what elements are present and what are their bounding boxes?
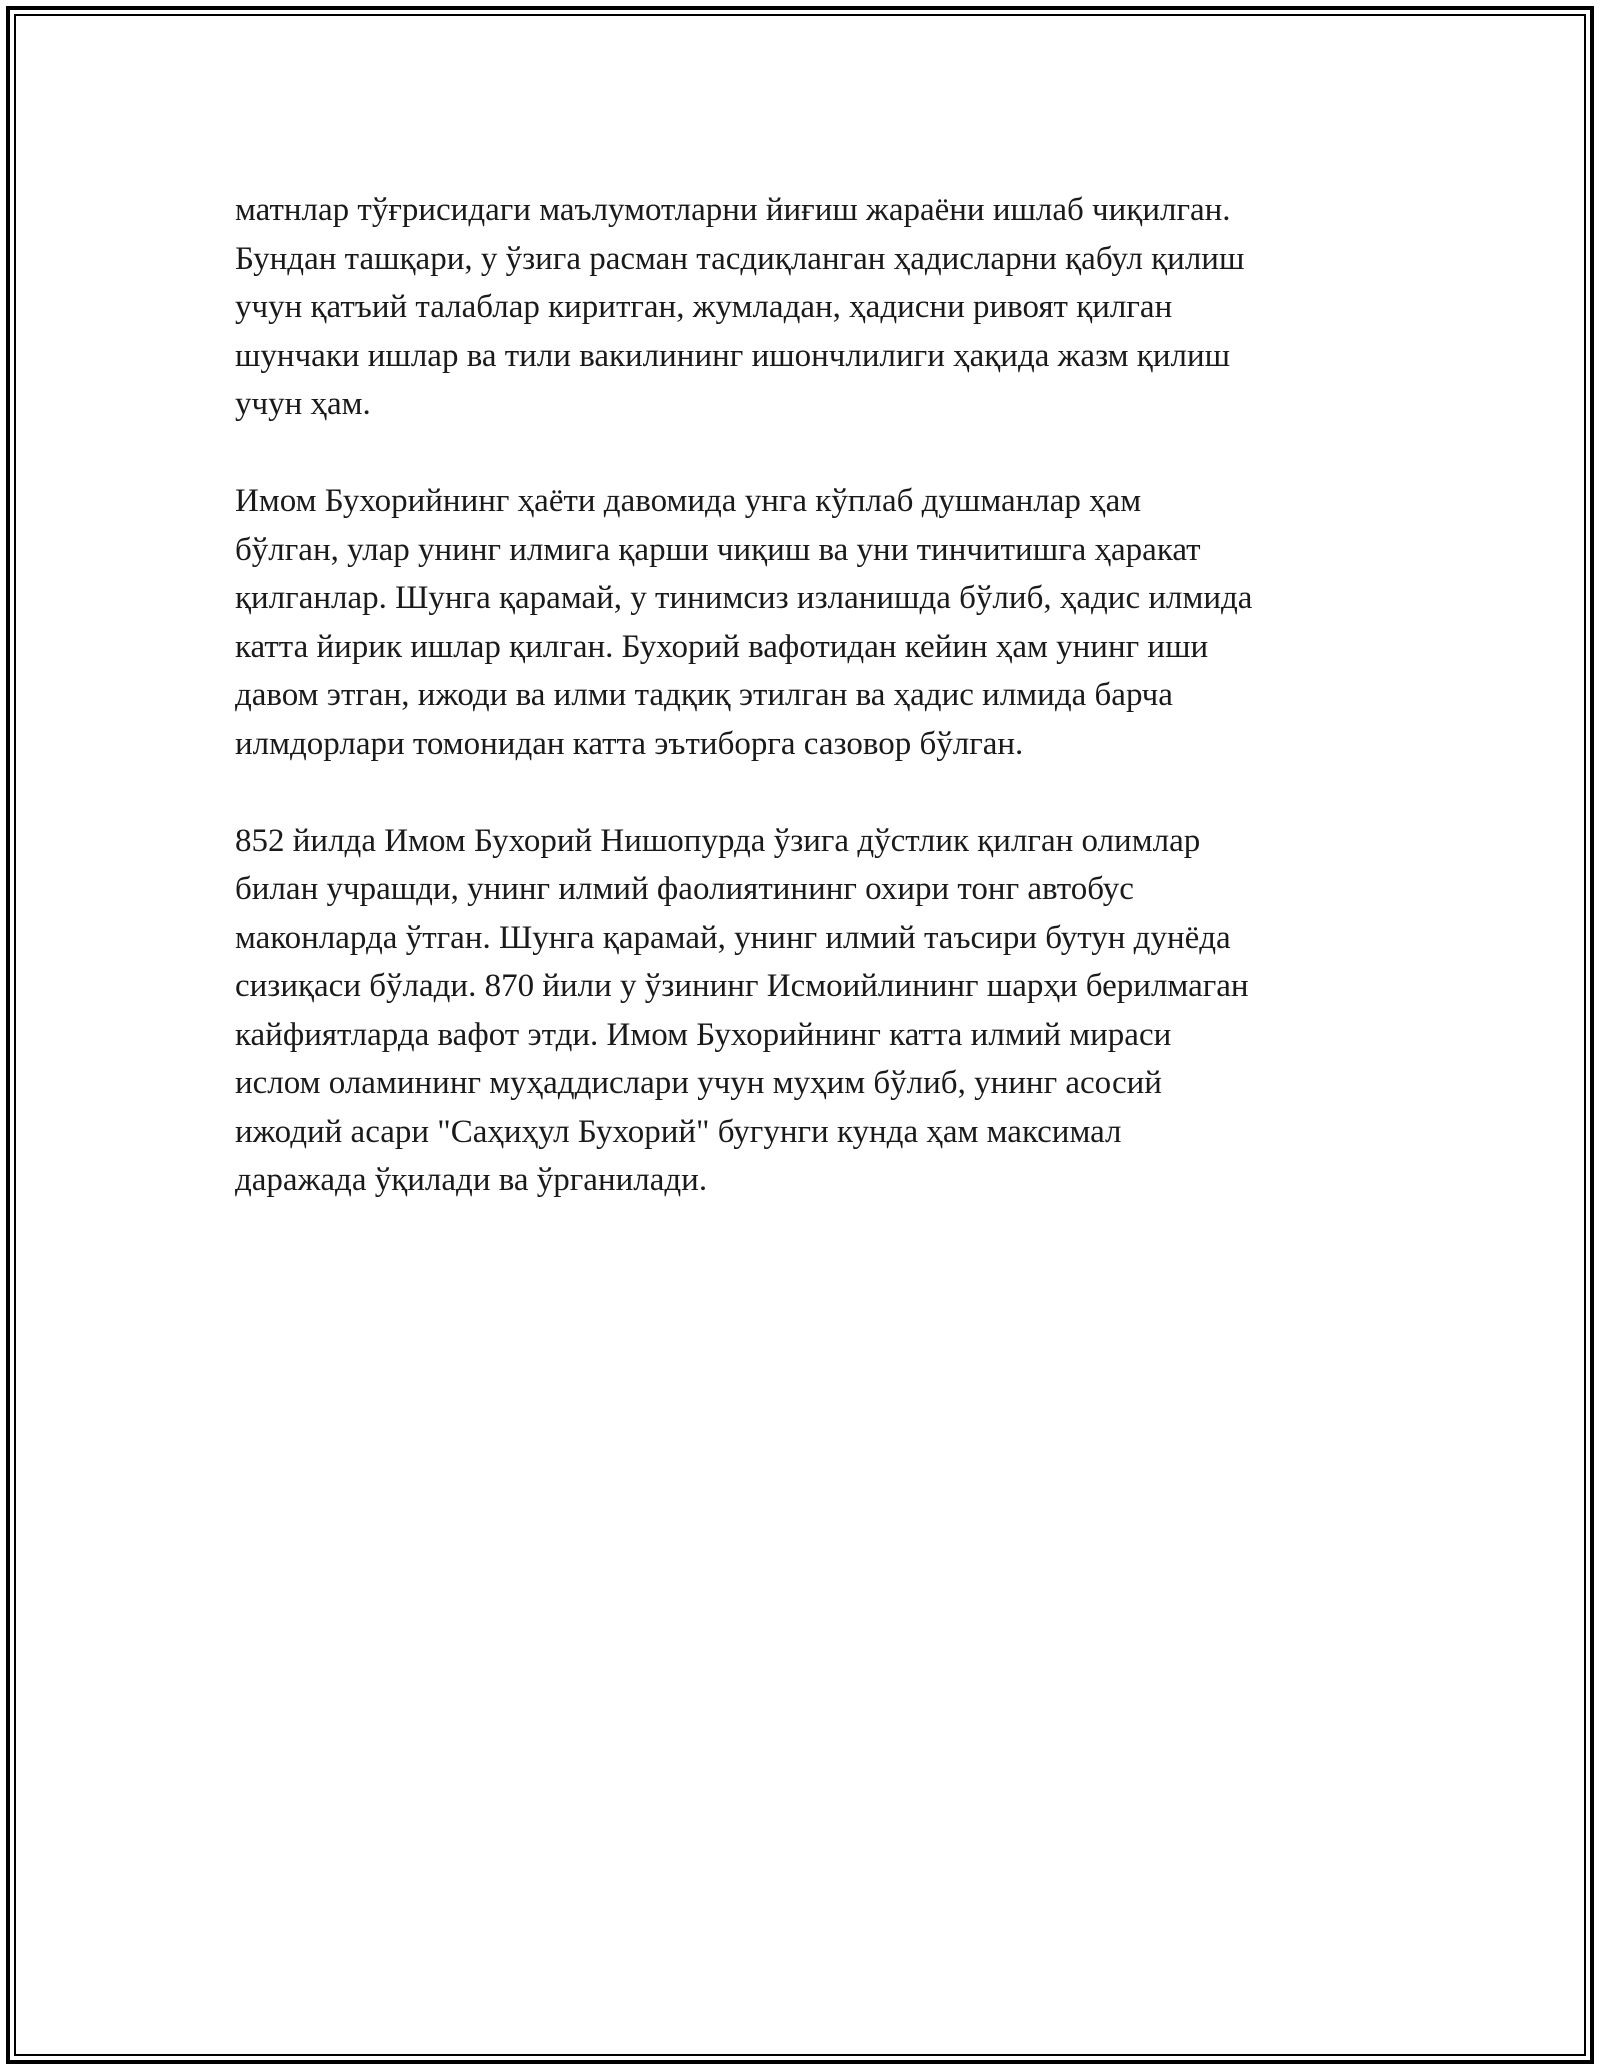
paragraph-1: матнлар тўғрисидаги маълумотларни йиғиш жараёни ишлаб чиқилган. Бундан ташқари, у ўзига расман тасдиқланган ҳадисларни қабул қилиш учун қатъий талаблар киритган, жумладан, ҳадисни ривоят қилган шунчаки ишлар ва тили вакилининг ишончлилиги ҳақида жазм қилиш учун ҳам. [235, 192, 1245, 422]
paragraph-2: Имом Бухорийнинг ҳаёти давомида унга кўплаб душманлар ҳам бўлган, улар унинг илмига қарши чиқиш ва уни тинчитишга ҳаракат қилганлар. Шунга қарамай, у тинимсиз изланишда бўлиб, ҳадис илмида катта йирик ишлар қилган. Бухорий вафотидан кейин ҳам унинг иши давом этган, ижоди ва илми тадқиқ этилган ва ҳадис илмида барча илмдорлари томонидан катта эътиборга сазовор бўлган. [235, 483, 1253, 762]
document-body [235, 186, 1395, 1253]
paragraph-3: 852 йилда Имом Бухорий Нишопурда ўзига дўстлик қилган олимлар билан учрашди, унинг илмий фаолиятининг охири тонг автобус маконларда ўтган. Шунга қарамай, унинг илмий таъсири бутун дунёда сизиқаси бўлади. 870 йили у ўзининг Исмоийлининг шарҳи берилмаган кайфиятларда вафот этди. Имом Бухорийнинг катта илмий мираси ислом оламининг муҳаддислари учун муҳим бўлиб, унинг асосий ижодий асари "Саҳиҳул Бухорий" бугунги кунда ҳам максимал даражада ўқилади ва ўрганилади. [235, 822, 1249, 1198]
